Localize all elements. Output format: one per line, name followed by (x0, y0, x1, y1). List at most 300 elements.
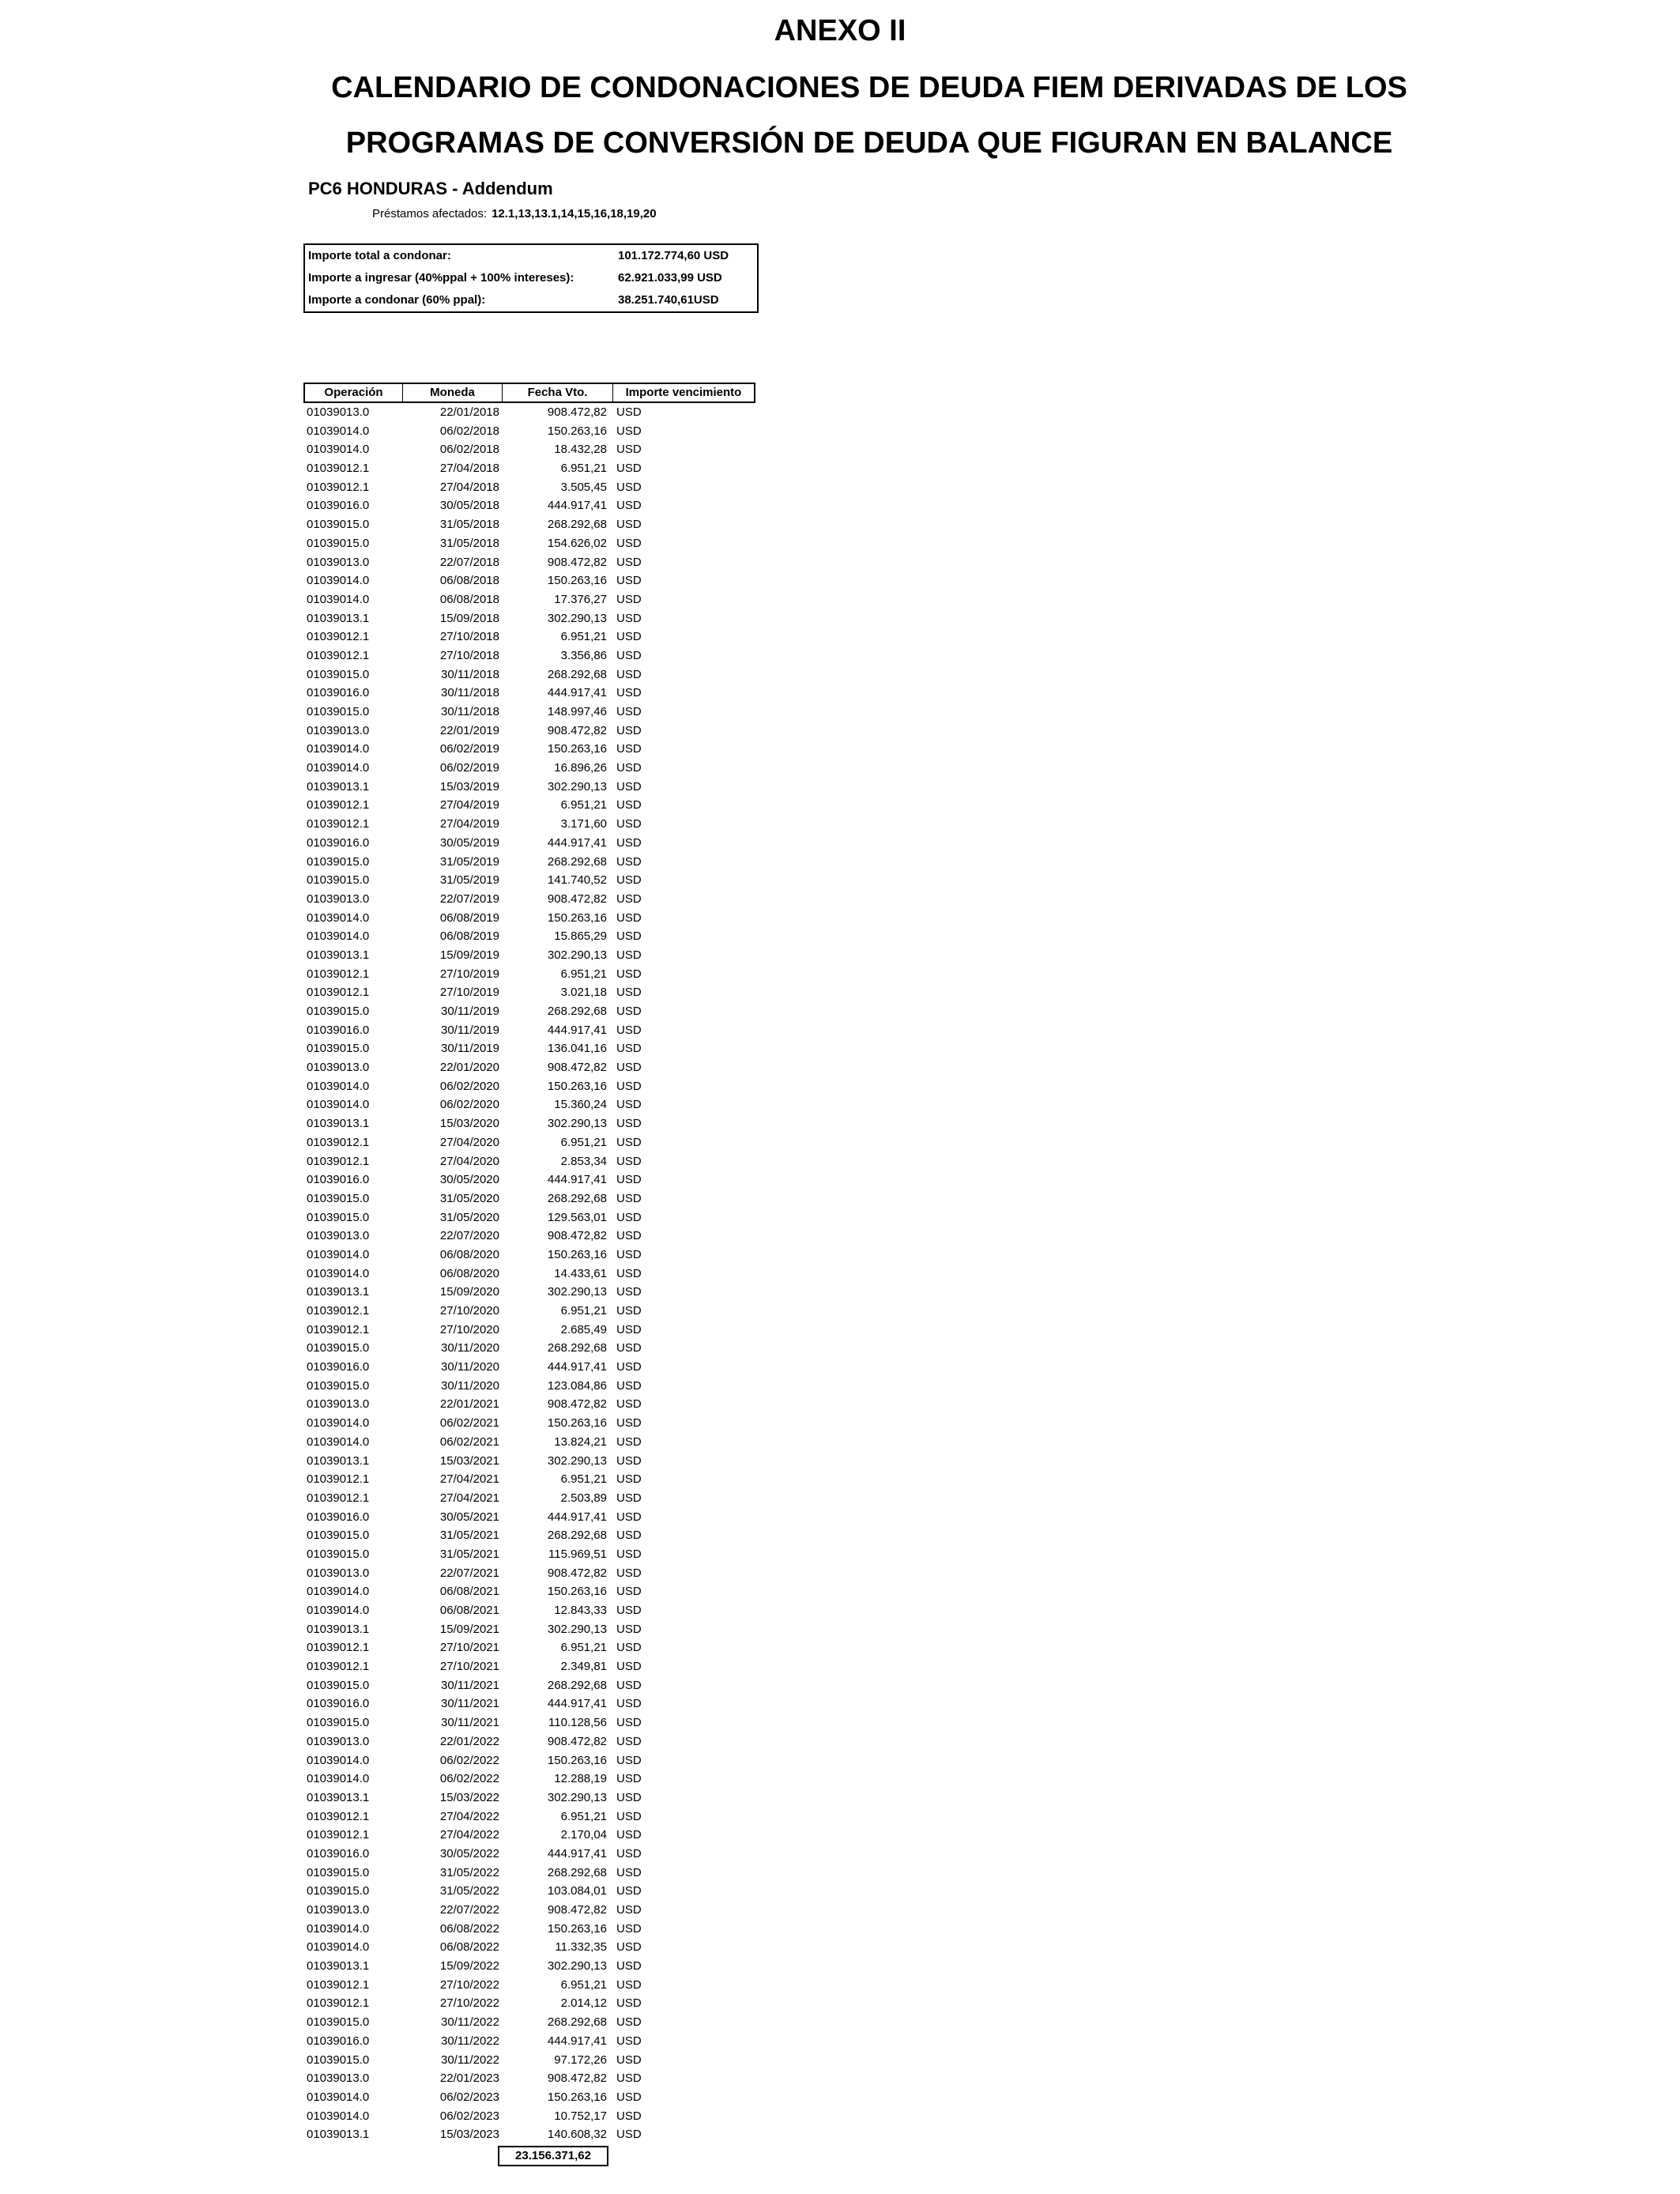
table-row (303, 1789, 752, 1808)
cell-currency: USD (616, 2053, 642, 2067)
cell-operation: 01039015.0 (307, 1865, 370, 1879)
cell-currency: USD (616, 1210, 642, 1224)
cell-amount: 2.503,89 (560, 1491, 607, 1505)
table-row (303, 2051, 752, 2070)
affected-loans-value: 12.1,13,13.1,14,15,16,18,19,20 (492, 207, 657, 221)
cell-operation: 01039015.0 (307, 705, 370, 718)
cell-currency: USD (616, 443, 642, 457)
cell-currency: USD (616, 1697, 642, 1711)
cell-date: 15/03/2022 (439, 1790, 499, 1804)
cell-date: 06/08/2021 (439, 1585, 499, 1599)
cell-amount: 6.951,21 (560, 1641, 607, 1655)
table-row (303, 1920, 752, 1939)
cell-currency: USD (616, 2015, 642, 2030)
table-row (303, 1508, 752, 1527)
table-row (303, 1208, 752, 1227)
table-row (303, 1845, 752, 1864)
cell-operation: 01039014.0 (307, 2109, 370, 2123)
cell-amount: 2.014,12 (560, 1996, 607, 2011)
cell-operation: 01039015.0 (307, 1210, 370, 1224)
cell-date: 30/11/2019 (441, 1005, 499, 1018)
table-row (303, 983, 752, 1002)
header-operacion: Operación (305, 384, 403, 401)
table-row (303, 1265, 752, 1284)
cell-amount: 302.290,13 (547, 779, 607, 794)
cell-currency: USD (616, 929, 642, 944)
table-row (303, 871, 752, 890)
cell-date: 06/08/2020 (439, 1266, 499, 1280)
cell-operation: 01039016.0 (307, 2034, 370, 2048)
cell-amount: 268.292,68 (547, 1341, 607, 1355)
cell-date: 27/10/2020 (439, 1322, 499, 1336)
table-row (303, 1713, 752, 1732)
table-row (303, 1395, 752, 1414)
cell-operation: 01039013.1 (307, 1622, 370, 1636)
cell-operation: 01039012.1 (307, 1641, 370, 1655)
cell-amount: 15.865,29 (554, 929, 607, 944)
cell-currency: USD (616, 1079, 642, 1093)
cell-amount: 110.128,56 (548, 1716, 607, 1730)
cell-operation: 01039015.0 (307, 1884, 370, 1898)
cell-amount: 2.170,04 (560, 1828, 607, 1842)
cell-amount: 150.263,16 (547, 1585, 607, 1599)
cell-amount: 908.472,82 (547, 723, 607, 737)
cell-date: 15/03/2020 (439, 1117, 499, 1131)
cell-date: 22/07/2021 (439, 1566, 499, 1580)
table-row (303, 1732, 752, 1751)
cell-date: 27/10/2021 (439, 1641, 499, 1655)
cell-currency: USD (616, 1547, 642, 1561)
cell-date: 30/05/2021 (439, 1510, 499, 1524)
cell-currency: USD (616, 1360, 642, 1374)
table-row (303, 1976, 752, 1995)
cell-operation: 01039014.0 (307, 1266, 370, 1280)
cell-currency: USD (616, 798, 642, 812)
cell-date: 30/11/2021 (441, 1716, 499, 1730)
table-row (303, 722, 752, 741)
cell-currency: USD (616, 1135, 642, 1149)
cell-date: 30/11/2020 (441, 1341, 499, 1355)
cell-date: 15/09/2022 (439, 1959, 499, 1973)
cell-amount: 140.608,32 (547, 2128, 607, 2142)
cell-currency: USD (616, 1641, 642, 1655)
cell-amount: 444.917,41 (547, 2034, 607, 2048)
cell-amount: 6.951,21 (560, 1809, 607, 1823)
cell-date: 22/01/2018 (439, 405, 499, 419)
cell-currency: USD (616, 1865, 642, 1879)
cell-date: 30/11/2022 (441, 2015, 499, 2030)
table-row (303, 1227, 752, 1246)
cell-operation: 01039012.1 (307, 1828, 370, 1842)
cell-operation: 01039013.0 (307, 1903, 370, 1917)
table-row (303, 571, 752, 590)
cell-date: 06/02/2018 (439, 443, 499, 457)
cell-currency: USD (616, 986, 642, 1000)
cell-amount: 268.292,68 (547, 1865, 607, 1879)
cell-operation: 01039015.0 (307, 1005, 370, 1018)
cell-date: 22/01/2021 (439, 1397, 499, 1412)
table-row (303, 1114, 752, 1133)
cell-operation: 01039015.0 (307, 1547, 370, 1561)
table-row (303, 1526, 752, 1545)
cell-currency: USD (616, 835, 642, 850)
cell-amount: 6.951,21 (560, 967, 607, 981)
cell-operation: 01039013.0 (307, 2071, 370, 2086)
cell-currency: USD (616, 1846, 642, 1860)
cell-operation: 01039014.0 (307, 1247, 370, 1261)
cell-date: 31/05/2019 (439, 873, 499, 888)
cell-amount: 444.917,41 (547, 1510, 607, 1524)
cell-currency: USD (616, 1828, 642, 1842)
cell-operation: 01039013.1 (307, 779, 370, 794)
cell-amount: 908.472,82 (547, 1229, 607, 1243)
cell-amount: 3.171,60 (560, 817, 607, 831)
cell-date: 06/02/2022 (439, 1753, 499, 1767)
cell-date: 27/10/2019 (439, 986, 499, 1000)
cell-date: 27/04/2021 (439, 1472, 499, 1487)
cell-operation: 01039016.0 (307, 835, 370, 850)
table-row (303, 1058, 752, 1077)
cell-date: 31/05/2018 (439, 536, 499, 550)
cell-operation: 01039014.0 (307, 2090, 370, 2104)
cell-date: 06/02/2020 (439, 1098, 499, 1112)
cell-currency: USD (616, 1191, 642, 1205)
cell-date: 31/05/2020 (439, 1191, 499, 1205)
cell-currency: USD (616, 424, 642, 438)
cell-amount: 908.472,82 (547, 1903, 607, 1917)
cell-operation: 01039016.0 (307, 1846, 370, 1860)
cell-operation: 01039015.0 (307, 1341, 370, 1355)
cell-currency: USD (616, 1472, 642, 1487)
cell-operation: 01039013.1 (307, 1117, 370, 1131)
cell-date: 15/09/2021 (439, 1622, 499, 1636)
summary-row (305, 267, 757, 289)
cell-date: 27/04/2019 (439, 798, 499, 812)
cell-operation: 01039013.1 (307, 611, 370, 625)
cell-operation: 01039014.0 (307, 1079, 370, 1093)
cell-currency: USD (616, 1341, 642, 1355)
cell-amount: 302.290,13 (547, 611, 607, 625)
cell-date: 06/02/2023 (439, 2090, 499, 2104)
cell-amount: 3.356,86 (560, 648, 607, 662)
table-row (303, 1770, 752, 1789)
cell-currency: USD (616, 1585, 642, 1599)
cell-operation: 01039015.0 (307, 1678, 370, 1692)
cell-amount: 115.969,51 (548, 1547, 607, 1561)
table-row (303, 1994, 752, 2013)
table-row (303, 1657, 752, 1676)
table-row (303, 1339, 752, 1358)
cell-date: 27/04/2021 (439, 1491, 499, 1505)
cell-currency: USD (616, 1977, 642, 1992)
cell-amount: 148.997,46 (547, 705, 607, 718)
cell-date: 30/11/2021 (441, 1697, 499, 1711)
cell-date: 06/02/2020 (439, 1079, 499, 1093)
document-title-line2: PROGRAMAS DE CONVERSIÓN DE DEUDA QUE FIGURAN EN BALANCE (345, 126, 1393, 160)
table-row (303, 1808, 752, 1826)
table-row (303, 796, 752, 815)
summary-label: Importe a ingresar (40%ppal + 100% intereses): (308, 271, 574, 285)
cell-currency: USD (616, 611, 642, 625)
cell-currency: USD (616, 648, 642, 662)
table-row (303, 515, 752, 534)
table-row (303, 609, 752, 628)
table-row (303, 1189, 752, 1208)
cell-operation: 01039013.0 (307, 1061, 370, 1075)
table-row (303, 853, 752, 872)
cell-amount: 17.376,27 (554, 592, 607, 606)
cell-amount: 129.563,01 (547, 1210, 607, 1224)
table-row (303, 2032, 752, 2051)
cell-amount: 150.263,16 (547, 574, 607, 588)
cell-currency: USD (616, 1117, 642, 1131)
cell-amount: 6.951,21 (560, 462, 607, 476)
cell-amount: 268.292,68 (547, 854, 607, 869)
cell-date: 22/07/2022 (439, 1903, 499, 1917)
cell-currency: USD (616, 967, 642, 981)
cell-currency: USD (616, 1434, 642, 1449)
cell-amount: 18.432,28 (554, 443, 607, 457)
cell-date: 15/09/2018 (439, 611, 499, 625)
cell-operation: 01039012.1 (307, 798, 370, 812)
cell-currency: USD (616, 817, 642, 831)
cell-operation: 01039014.0 (307, 1921, 370, 1936)
cell-currency: USD (616, 1566, 642, 1580)
cell-operation: 01039015.0 (307, 1529, 370, 1543)
cell-amount: 444.917,41 (547, 499, 607, 513)
cell-operation: 01039013.1 (307, 1453, 370, 1468)
cell-amount: 444.917,41 (547, 686, 607, 700)
cell-date: 30/11/2019 (441, 1042, 499, 1056)
cell-currency: USD (616, 1921, 642, 1936)
cell-currency: USD (616, 1529, 642, 1543)
summary-value: 101.172.774,60 USD (618, 249, 729, 262)
cell-amount: 16.896,26 (554, 761, 607, 775)
cell-date: 22/01/2019 (439, 723, 499, 737)
cell-operation: 01039013.0 (307, 892, 370, 906)
table-row (303, 1564, 752, 1583)
cell-operation: 01039012.1 (307, 967, 370, 981)
cell-currency: USD (616, 2034, 642, 2048)
cell-currency: USD (616, 2090, 642, 2104)
cell-date: 06/08/2022 (439, 1940, 499, 1955)
summary-row (305, 289, 757, 311)
cell-operation: 01039014.0 (307, 910, 370, 925)
document-title-line1: CALENDARIO DE CONDONACIONES DE DEUDA FIEM DERIVADAS DE LOS (331, 71, 1407, 104)
table-row (303, 1470, 752, 1489)
cell-operation: 01039012.1 (307, 817, 370, 831)
cell-currency: USD (616, 1734, 642, 1748)
cell-amount: 908.472,82 (547, 405, 607, 419)
cell-amount: 268.292,68 (547, 1191, 607, 1205)
cell-currency: USD (616, 1903, 642, 1917)
summary-value: 38.251.740,61USD (618, 293, 719, 307)
cell-date: 27/04/2019 (439, 817, 499, 831)
table-row (303, 740, 752, 759)
cell-currency: USD (616, 574, 642, 588)
cell-currency: USD (616, 1753, 642, 1767)
maturity-table (303, 383, 755, 2168)
table-row (303, 628, 752, 647)
cell-currency: USD (616, 1378, 642, 1393)
table-row (303, 1452, 752, 1471)
cell-amount: 150.263,16 (547, 1416, 607, 1431)
cell-date: 06/02/2021 (439, 1434, 499, 1449)
cell-date: 27/04/2018 (439, 462, 499, 476)
cell-operation: 01039014.0 (307, 1753, 370, 1767)
cell-operation: 01039016.0 (307, 1173, 370, 1187)
cell-operation: 01039013.0 (307, 1566, 370, 1580)
table-row (303, 1826, 752, 1845)
cell-date: 30/05/2020 (439, 1173, 499, 1187)
cell-operation: 01039014.0 (307, 1940, 370, 1955)
table-row (303, 1246, 752, 1265)
cell-date: 22/01/2022 (439, 1734, 499, 1748)
cell-operation: 01039015.0 (307, 2015, 370, 2030)
cell-operation: 01039016.0 (307, 1510, 370, 1524)
cell-amount: 150.263,16 (547, 910, 607, 925)
cell-currency: USD (616, 1098, 642, 1112)
cell-operation: 01039012.1 (307, 648, 370, 662)
table-row (303, 1321, 752, 1340)
cell-amount: 444.917,41 (547, 1173, 607, 1187)
table-row (303, 422, 752, 441)
cell-operation: 01039016.0 (307, 1360, 370, 1374)
cell-amount: 268.292,68 (547, 2015, 607, 2030)
cell-operation: 01039013.1 (307, 1959, 370, 1973)
cell-operation: 01039015.0 (307, 873, 370, 888)
table-row (303, 1095, 752, 1114)
table-row (303, 1039, 752, 1058)
cell-amount: 302.290,13 (547, 1285, 607, 1299)
total-amount: 23.156.371,62 (498, 2146, 608, 2166)
table-row (303, 1171, 752, 1189)
cell-currency: USD (616, 667, 642, 681)
table-row (303, 1283, 752, 1302)
cell-amount: 154.626,02 (547, 536, 607, 550)
cell-currency: USD (616, 1996, 642, 2011)
cell-amount: 302.290,13 (547, 1622, 607, 1636)
cell-operation: 01039014.0 (307, 1585, 370, 1599)
cell-operation: 01039014.0 (307, 1604, 370, 1617)
cell-amount: 12.288,19 (554, 1772, 607, 1786)
cell-amount: 6.951,21 (560, 1304, 607, 1318)
table-row (303, 2013, 752, 2032)
cell-currency: USD (616, 2109, 642, 2123)
cell-operation: 01039015.0 (307, 2053, 370, 2067)
cell-operation: 01039014.0 (307, 1098, 370, 1112)
cell-currency: USD (616, 1247, 642, 1261)
cell-currency: USD (616, 1173, 642, 1187)
cell-date: 06/02/2019 (439, 742, 499, 756)
cell-operation: 01039013.0 (307, 1734, 370, 1748)
cell-date: 06/08/2022 (439, 1921, 499, 1936)
cell-operation: 01039015.0 (307, 1378, 370, 1393)
cell-amount: 908.472,82 (547, 1734, 607, 1748)
cell-date: 30/05/2018 (439, 499, 499, 513)
cell-date: 27/10/2019 (439, 967, 499, 981)
cell-operation: 01039014.0 (307, 1416, 370, 1431)
cell-operation: 01039013.1 (307, 1790, 370, 1804)
cell-date: 06/08/2018 (439, 592, 499, 606)
cell-date: 22/07/2020 (439, 1229, 499, 1243)
cell-amount: 150.263,16 (547, 1079, 607, 1093)
cell-date: 27/10/2018 (439, 648, 499, 662)
table-row (303, 909, 752, 928)
cell-currency: USD (616, 555, 642, 569)
cell-currency: USD (616, 630, 642, 644)
cell-currency: USD (616, 948, 642, 962)
cell-amount: 150.263,16 (547, 2090, 607, 2104)
cell-amount: 14.433,61 (554, 1266, 607, 1280)
cell-operation: 01039014.0 (307, 929, 370, 944)
cell-date: 31/05/2018 (439, 518, 499, 532)
table-row (303, 1414, 752, 1433)
cell-date: 06/08/2018 (439, 574, 499, 588)
cell-date: 30/05/2019 (439, 835, 499, 850)
table-row (303, 2088, 752, 2107)
table-row (303, 1864, 752, 1883)
cell-amount: 268.292,68 (547, 518, 607, 532)
cell-amount: 150.263,16 (547, 742, 607, 756)
cell-date: 06/08/2020 (439, 1247, 499, 1261)
cell-operation: 01039014.0 (307, 761, 370, 775)
cell-date: 30/11/2019 (441, 1023, 499, 1037)
cell-operation: 01039012.1 (307, 630, 370, 644)
cell-currency: USD (616, 723, 642, 737)
cell-amount: 908.472,82 (547, 2071, 607, 2086)
table-row (303, 1358, 752, 1377)
cell-date: 30/11/2018 (441, 686, 499, 700)
cell-amount: 15.360,24 (554, 1098, 607, 1112)
table-row (303, 946, 752, 965)
cell-currency: USD (616, 686, 642, 700)
cell-amount: 302.290,13 (547, 1117, 607, 1131)
cell-amount: 908.472,82 (547, 1061, 607, 1075)
table-row (303, 2069, 752, 2088)
sheet-title: PC6 HONDURAS - Addendum (308, 179, 553, 198)
cell-amount: 6.951,21 (560, 798, 607, 812)
cell-operation: 01039012.1 (307, 1154, 370, 1168)
cell-date: 31/05/2019 (439, 854, 499, 869)
table-row (303, 834, 752, 853)
cell-currency: USD (616, 1266, 642, 1280)
cell-date: 30/11/2021 (441, 1678, 499, 1692)
table-row (303, 665, 752, 684)
table-row (303, 1377, 752, 1396)
cell-operation: 01039012.1 (307, 1660, 370, 1674)
cell-currency: USD (616, 705, 642, 718)
cell-amount: 150.263,16 (547, 1921, 607, 1936)
cell-amount: 2.685,49 (560, 1322, 607, 1336)
cell-date: 27/04/2020 (439, 1154, 499, 1168)
cell-currency: USD (616, 761, 642, 775)
table-row (303, 1582, 752, 1601)
cell-operation: 01039013.0 (307, 405, 370, 419)
header-moneda: Moneda (403, 384, 503, 401)
table-row (303, 684, 752, 703)
cell-date: 15/09/2020 (439, 1285, 499, 1299)
table-row (303, 1676, 752, 1695)
cell-currency: USD (616, 1959, 642, 1973)
cell-operation: 01039016.0 (307, 686, 370, 700)
cell-date: 06/02/2019 (439, 761, 499, 775)
cell-currency: USD (616, 1510, 642, 1524)
cell-currency: USD (616, 910, 642, 925)
cell-currency: USD (616, 462, 642, 476)
cell-operation: 01039013.0 (307, 555, 370, 569)
cell-date: 31/05/2022 (439, 1865, 499, 1879)
